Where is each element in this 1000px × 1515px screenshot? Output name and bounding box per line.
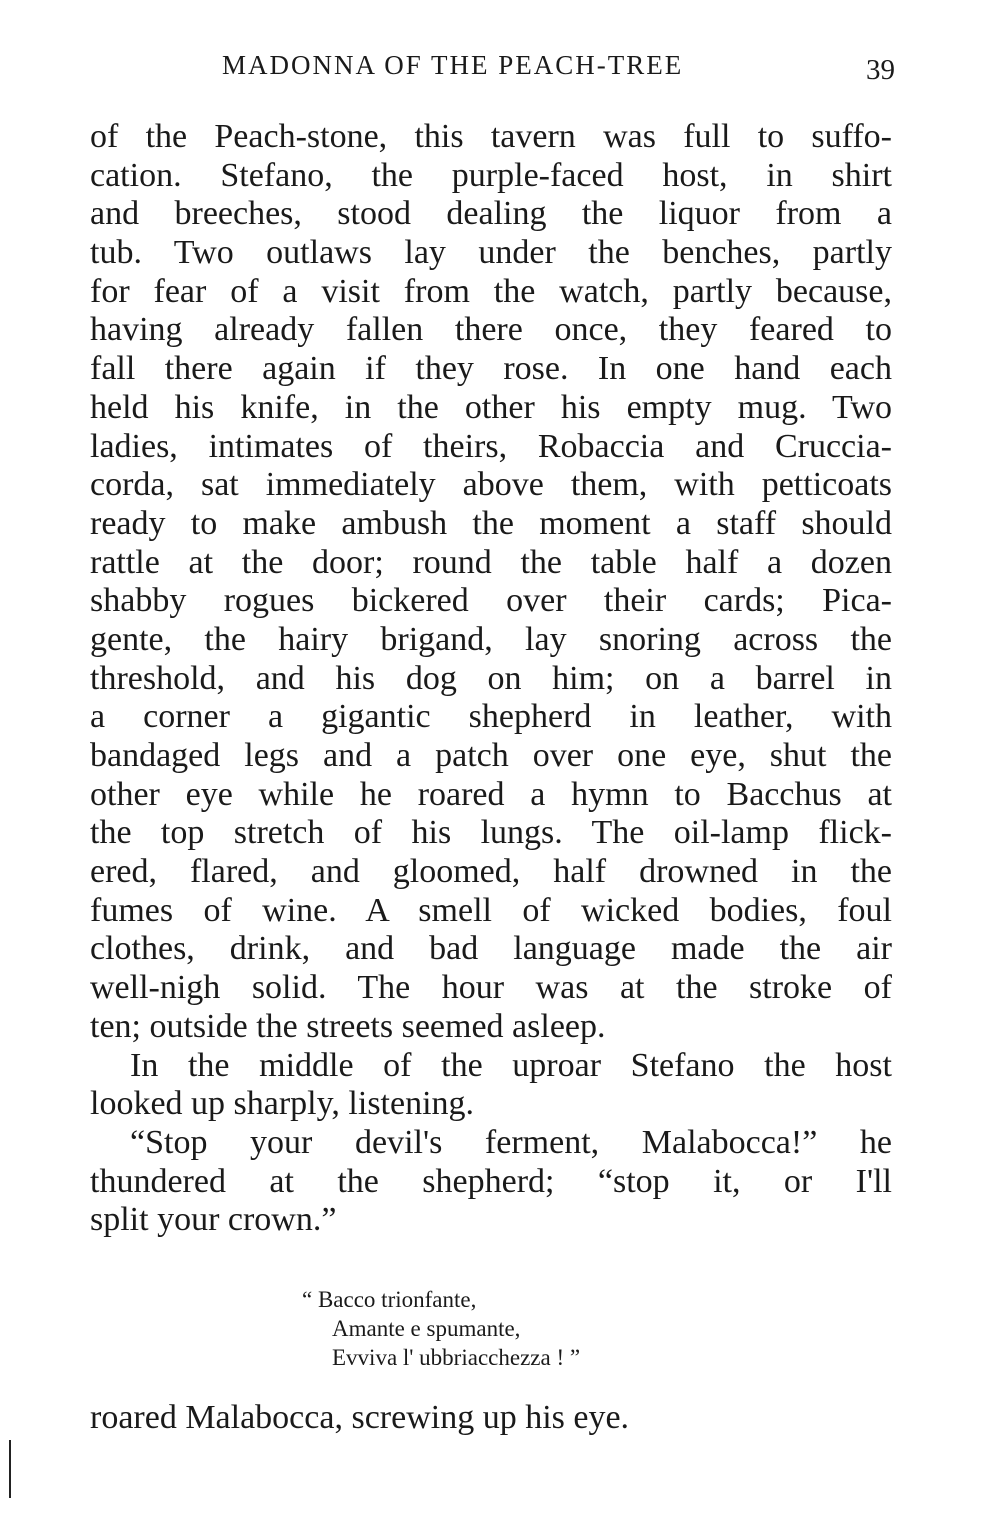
- text-line: for fear of a visit from the watch, partly because,: [90, 272, 892, 310]
- paragraph-end-line: looked up sharply, listening.: [90, 1085, 475, 1123]
- running-title: MADONNA OF THE PEACH-TREE: [222, 50, 684, 80]
- verse-line: Evviva l' ubbriacchezza ! ”: [332, 1345, 581, 1370]
- text-line: thundered at the shepherd; “stop it, or I'll: [90, 1162, 892, 1200]
- text-line: held his knife, in the other his empty mug. Two: [90, 388, 892, 426]
- text-line: other eye while he roared a hymn to Bacchus at: [90, 775, 892, 813]
- paragraph-end-line: split your crown.”: [90, 1201, 337, 1239]
- text-line: well-nigh solid. The hour was at the stroke of: [90, 969, 892, 1007]
- text-line: ered, flared, and gloomed, half drowned in the: [90, 853, 892, 891]
- verse-line: “ Bacco trionfante,: [302, 1287, 477, 1312]
- page-number: 39: [866, 54, 895, 86]
- text-line: fumes of wine. A smell of wicked bodies, foul: [90, 891, 892, 929]
- text-line: corda, sat immediately above them, with petticoats: [90, 466, 892, 504]
- closing-text: [90, 1399, 892, 1438]
- paragraph-end-line: ten; outside the streets seemed asleep.: [90, 1007, 606, 1045]
- text-line: cation. Stefano, the purple-faced host, in shirt: [90, 156, 892, 194]
- text-line: ready to make ambush the moment a staff should: [90, 504, 892, 542]
- closing-line: roared Malabocca, screwing up his eye.: [90, 1399, 630, 1436]
- verse-quotation: [302, 1285, 752, 1372]
- text-line: shabby rogues bickered over their cards; Pica-: [90, 582, 892, 620]
- text-line: clothes, drink, and bad language made the air: [90, 930, 892, 968]
- verse-line: Amante e spumante,: [332, 1316, 521, 1341]
- text-line: bandaged legs and a patch over one eye, shut the: [90, 737, 892, 774]
- paragraph-start-line: In the middle of the uproar Stefano the host: [130, 1046, 892, 1084]
- paragraph-start-line: “Stop your devil's ferment, Malabocca!” he: [130, 1123, 892, 1161]
- text-line: tub. Two outlaws lay under the benches, partly: [90, 234, 892, 272]
- margin-rule: [9, 1440, 11, 1498]
- text-line: the top stretch of his lungs. The oil-lamp flick-: [90, 814, 892, 852]
- text-line: fall there again if they rose. In one hand each: [90, 350, 892, 388]
- body-text: [90, 118, 892, 1240]
- text-line: rattle at the door; round the table half a dozen: [90, 543, 892, 581]
- running-head: [90, 50, 895, 90]
- text-line: and breeches, stood dealing the liquor from a: [90, 195, 892, 233]
- text-line: threshold, and his dog on him; on a barrel in: [90, 659, 892, 697]
- text-line: having already fallen there once, they feared to: [90, 311, 892, 349]
- text-line: a corner a gigantic shepherd in leather, with: [90, 698, 892, 736]
- text-line: of the Peach-stone, this tavern was full to suffo-: [90, 118, 892, 155]
- text-line: gente, the hairy brigand, lay snoring across the: [90, 620, 892, 658]
- text-line: ladies, intimates of theirs, Robaccia and Cruccia-: [90, 427, 892, 465]
